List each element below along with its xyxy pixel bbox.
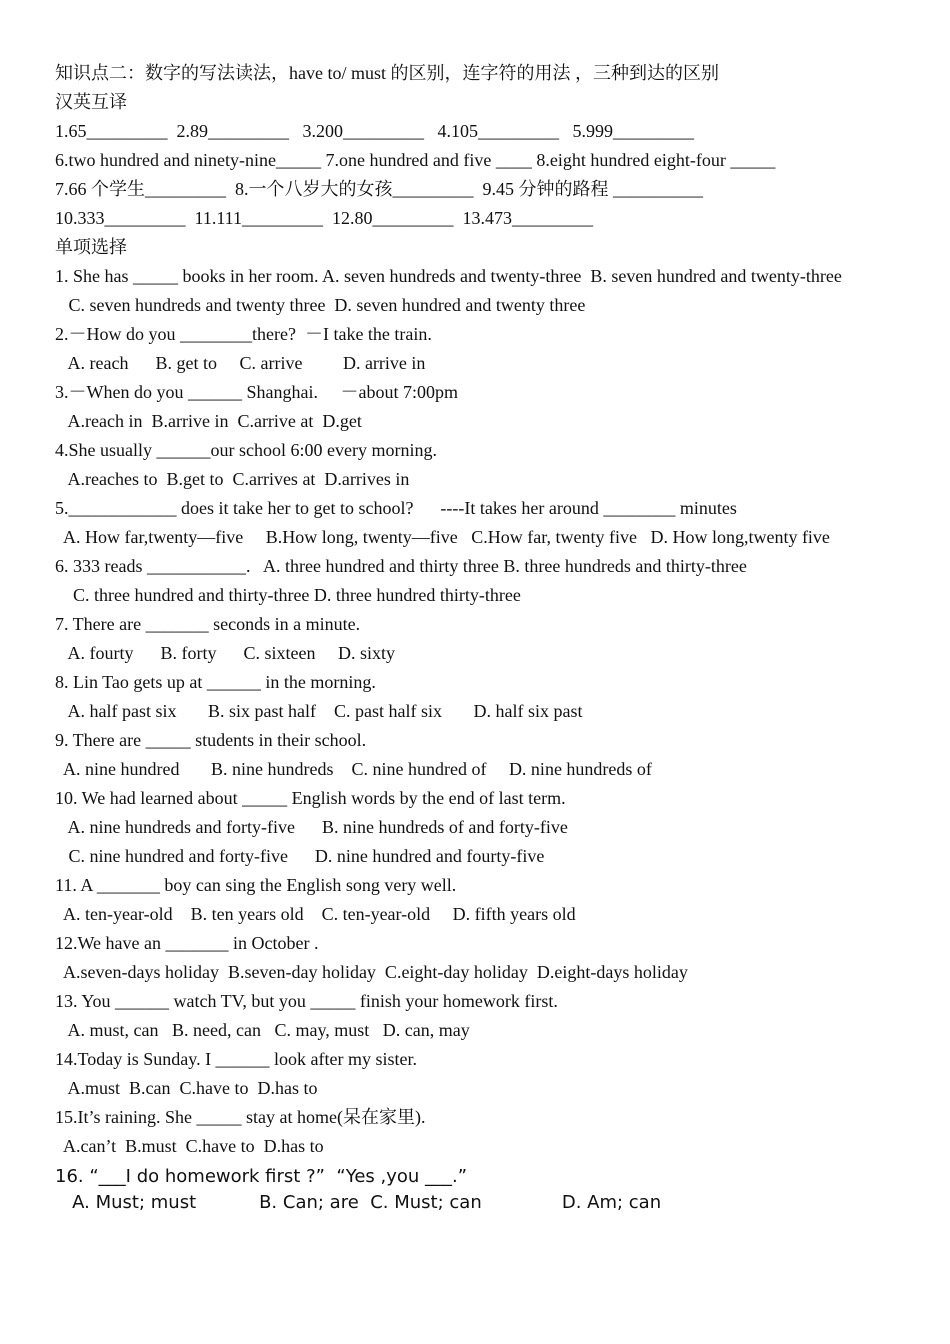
- choice-line: A. ten-year-old B. ten years old C. ten-year-old D. fifth years old: [55, 904, 576, 924]
- choice-line: 7. There are _______ seconds in a minute.: [55, 614, 361, 634]
- choice-line: C. nine hundred and forty-five D. nine hundred and fourty-five: [55, 846, 545, 866]
- choice-line: A.reaches to B.get to C.arrives at D.arrives in: [55, 469, 410, 489]
- choice-line: 11. A _______ boy can sing the English song very well.: [55, 875, 457, 895]
- translation-line: 6.two hundred and ninety-nine_____ 7.one hundred and five ____ 8.eight hundred eight-four _____: [55, 150, 776, 170]
- question-16-stem: 16. “___I do homework first ?” “Yes ,you ___.”: [55, 1166, 468, 1187]
- choice-line: A.reach in B.arrive in C.arrive at D.get: [55, 411, 362, 431]
- choice-line: 4.She usually ______our school 6:00 every morning.: [55, 440, 437, 460]
- choice-line: 12.We have an _______ in October .: [55, 933, 319, 953]
- question-16-options: A. Must; must B. Can; are C. Must; can D. Am; can: [55, 1192, 662, 1213]
- choice-line: A. reach B. get to C. arrive D. arrive in: [55, 353, 426, 373]
- choice-line: 13. You ______ watch TV, but you _____ finish your homework first.: [55, 991, 558, 1011]
- choice-line: 8. Lin Tao gets up at ______ in the morning.: [55, 672, 376, 692]
- choice-line: A.seven-days holiday B.seven-day holiday C.eight-day holiday D.eight-days holiday: [55, 962, 688, 982]
- choice-line: 6. 333 reads ___________. A. three hundred and thirty three B. three hundreds and thirty-three: [55, 556, 747, 576]
- choice-line: A. nine hundreds and forty-five B. nine hundreds of and forty-five: [55, 817, 568, 837]
- heading: 知识点二：数字的写法读法，have to/ must 的区别，连字符的用法 ，三种到达的区别: [55, 63, 719, 83]
- choice-line: A.must B.can C.have to D.has to: [55, 1078, 318, 1098]
- translation-line: 1.65_________ 2.89_________ 3.200_________ 4.105_________ 5.999_________: [55, 121, 694, 141]
- choice-line: 5.____________ does it take her to get to school? ----It takes her around ________ minutes: [55, 498, 737, 518]
- choice-line: A. How far,twenty—five B.How long, twenty—five C.How far, twenty five D. How long,twenty five: [55, 527, 830, 547]
- choice-line: 9. There are _____ students in their school.: [55, 730, 367, 750]
- translation-line: 7.66 个学生_________ 8.一个八岁大的女孩_________ 9.45 分钟的路程 __________: [55, 179, 703, 199]
- choice-line: C. three hundred and thirty-three D. three hundred thirty-three: [55, 585, 521, 605]
- choice-line: 15.It’s raining. She _____ stay at home(呆在家里).: [55, 1107, 426, 1127]
- choice-line: A. fourty B. forty C. sixteen D. sixty: [55, 643, 395, 663]
- choice-line: A. must, can B. need, can C. may, must D. can, may: [55, 1020, 470, 1040]
- choice-line: 14.Today is Sunday. I ______ look after my sister.: [55, 1049, 418, 1069]
- choice-line: 1. She has _____ books in her room. A. seven hundreds and twenty-three B. seven hundred and twenty-three: [55, 266, 842, 286]
- choice-line: A. half past six B. six past half C. past half six D. half six past: [55, 701, 583, 721]
- choice-line: A.can’t B.must C.have to D.has to: [55, 1136, 324, 1156]
- choice-line: A. nine hundred B. nine hundreds C. nine hundred of D. nine hundreds of: [55, 759, 652, 779]
- choice-line: C. seven hundreds and twenty three D. seven hundred and twenty three: [55, 295, 586, 315]
- choice-line: 3.－When do you ______ Shanghai. －about 7:00pm: [55, 382, 458, 402]
- section-title-choice: 单项选择: [55, 237, 127, 257]
- translation-line: 10.333_________ 11.111_________ 12.80_________ 13.473_________: [55, 208, 593, 228]
- choice-line: 2.－How do you ________there? －I take the train.: [55, 324, 432, 344]
- section-title-translation: 汉英互译: [55, 92, 127, 112]
- choice-line: 10. We had learned about _____ English words by the end of last term.: [55, 788, 566, 808]
